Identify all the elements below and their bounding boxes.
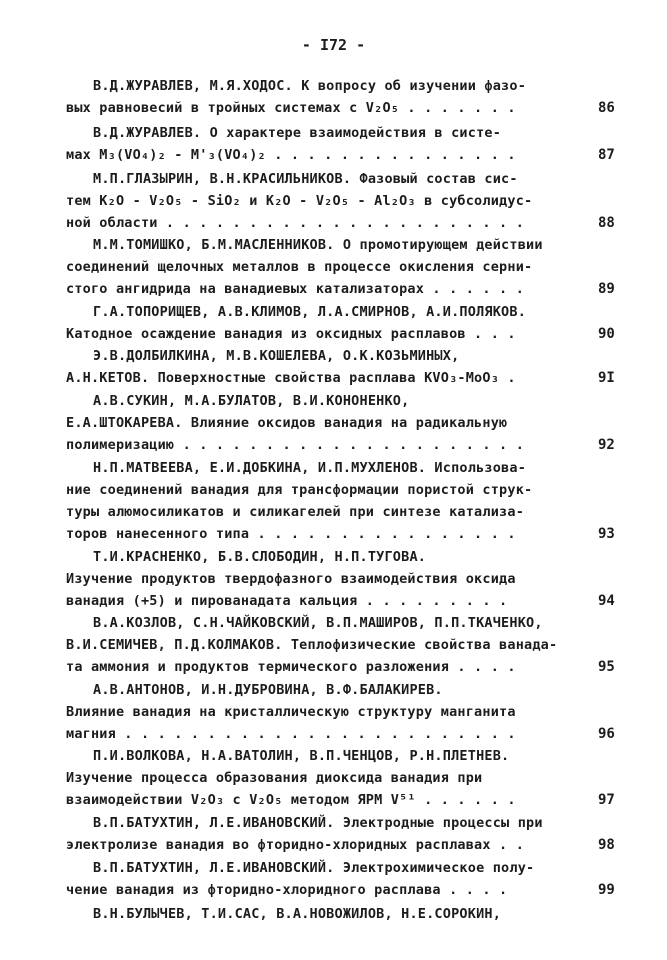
entry-continuation-line: Е.А.ШТОКАРЕВА. Влияние оксидов ванадия на радикальную <box>66 415 508 431</box>
entry-first-line: М.М.ТОМИШКО, Б.М.МАСЛЕННИКОВ. О промотирующем действии <box>93 237 543 253</box>
entry-continuation-line: та аммония и продуктов термического разложения . . . . <box>66 659 516 675</box>
entry-continuation-line: ванадия (+5) и пированадата кальция . . . . . . . . . <box>66 593 508 609</box>
entry-continuation-line: стого ангидрида на ванадиевых катализаторах . . . . . . <box>66 281 525 297</box>
entry-continuation-line: полимеризацию . . . . . . . . . . . . . . . . . . . . . <box>66 437 525 453</box>
entry-first-line: А.В.СУКИН, М.А.БУЛАТОВ, В.И.КОНОНЕНКО, <box>93 393 410 409</box>
entry-continuation-line: Катодное осаждение ванадия из оксидных расплавов . . . <box>66 326 516 342</box>
entry-first-line: Т.И.КРАСНЕНКО, Б.В.СЛОБОДИН, Н.П.ТУГОВА. <box>93 549 427 565</box>
entry-page-number: 98 <box>598 837 615 853</box>
entry-continuation-line: взаимодействии V₂O₃ с V₂O₅ методом ЯРМ V⁵¹ . . . . . . <box>66 792 516 808</box>
entry-first-line: В.П.БАТУХТИН, Л.Е.ИВАНОВСКИЙ. Электрохимическое полу- <box>93 860 535 876</box>
entry-continuation-line: Влияние ванадия на кристаллическую структуру манганита <box>66 704 516 720</box>
entry-page-number: 92 <box>598 437 615 453</box>
entry-continuation-line: электролизе ванадия во фторидно-хлоридных расплавах . . <box>66 837 525 853</box>
entry-first-line: Н.П.МАТВЕЕВА, Е.И.ДОБКИНА, И.П.МУХЛЕНОВ. Использова- <box>93 460 527 476</box>
page-number: - I72 - <box>301 36 366 54</box>
entry-first-line: В.Н.БУЛЫЧЕВ, Т.И.САС, В.А.НОВОЖИЛОВ, Н.Е.СОРОКИН, <box>93 906 502 922</box>
entry-first-line: Г.А.ТОПОРИЩЕВ, А.В.КЛИМОВ, Л.А.СМИРНОВ, А.И.ПОЛЯКОВ. <box>93 304 527 320</box>
entry-continuation-line: торов нанесенного типа . . . . . . . . . . . . . . . . <box>66 526 516 542</box>
entry-continuation-line: Изучение продуктов твердофазного взаимодействия оксида <box>66 571 516 587</box>
entry-first-line: В.П.БАТУХТИН, Л.Е.ИВАНОВСКИЙ. Электродные процессы при <box>93 815 543 831</box>
entry-continuation-line: тем K₂O - V₂O₅ - SiO₂ и K₂O - V₂O₅ - Al₂O₃ в субсолидус- <box>66 193 533 209</box>
entry-page-number: 87 <box>598 147 615 163</box>
entry-continuation-line: вых равновесий в тройных системах с V₂O₅ . . . . . . . <box>66 100 516 116</box>
entry-first-line: Э.В.ДОЛБИЛКИНА, М.В.КОШЕЛЕВА, О.К.КОЗЬМИНЫХ, <box>93 348 460 364</box>
entry-continuation-line: ной области . . . . . . . . . . . . . . . . . . . . . . <box>66 215 525 231</box>
entry-continuation-line: соединений щелочных металлов в процессе окисления серни- <box>66 259 533 275</box>
entry-page-number: 9I <box>598 370 615 386</box>
entry-first-line: В.Д.ЖУРАВЛЕВ. О характере взаимодействия в систе- <box>93 125 502 141</box>
entry-continuation-line: магния . . . . . . . . . . . . . . . . . . . . . . . . <box>66 726 516 742</box>
entry-page-number: 88 <box>598 215 615 231</box>
entry-continuation-line: Изучение процесса образования диоксида ванадия при <box>66 770 483 786</box>
entry-page-number: 86 <box>598 100 615 116</box>
entry-page-number: 93 <box>598 526 615 542</box>
entry-continuation-line: В.И.СЕМИЧЕВ, П.Д.КОЛМАКОВ. Теплофизические свойства ванада- <box>66 637 558 653</box>
entry-page-number: 97 <box>598 792 615 808</box>
entry-page-number: 90 <box>598 326 615 342</box>
entry-page-number: 89 <box>598 281 615 297</box>
entry-first-line: В.Д.ЖУРАВЛЕВ, М.Я.ХОДОС. К вопросу об изучении фазо- <box>93 78 527 94</box>
entry-page-number: 96 <box>598 726 615 742</box>
entry-first-line: М.П.ГЛАЗЫРИН, В.Н.КРАСИЛЬНИКОВ. Фазовый состав сис- <box>93 171 518 187</box>
entry-continuation-line: ние соединений ванадия для трансформации пористой струк- <box>66 482 533 498</box>
entry-first-line: В.А.КОЗЛОВ, С.Н.ЧАЙКОВСКИЙ, В.П.МАШИРОВ, П.П.ТКАЧЕНКО, <box>93 615 543 631</box>
entry-page-number: 99 <box>598 882 615 898</box>
entry-continuation-line: мах M₃(VO₄)₂ - M'₃(VO₄)₂ . . . . . . . . . . . . . . . <box>66 147 516 163</box>
entry-page-number: 95 <box>598 659 615 675</box>
entry-first-line: А.В.АНТОНОВ, И.Н.ДУБРОВИНА, В.Ф.БАЛАКИРЕВ. <box>93 682 443 698</box>
entry-continuation-line: туры алюмосиликатов и силикагелей при синтезе катализа- <box>66 504 525 520</box>
entry-page-number: 94 <box>598 593 615 609</box>
entry-continuation-line: чение ванадия из фторидно-хлоридного расплава . . . . <box>66 882 508 898</box>
entry-continuation-line: А.Н.КЕТОВ. Поверхностные свойства расплава KVO₃-MoO₃ . <box>66 370 516 386</box>
entry-first-line: П.И.ВОЛКОВА, Н.А.ВАТОЛИН, В.П.ЧЕНЦОВ, Р.Н.ПЛЕТНЕВ. <box>93 748 510 764</box>
